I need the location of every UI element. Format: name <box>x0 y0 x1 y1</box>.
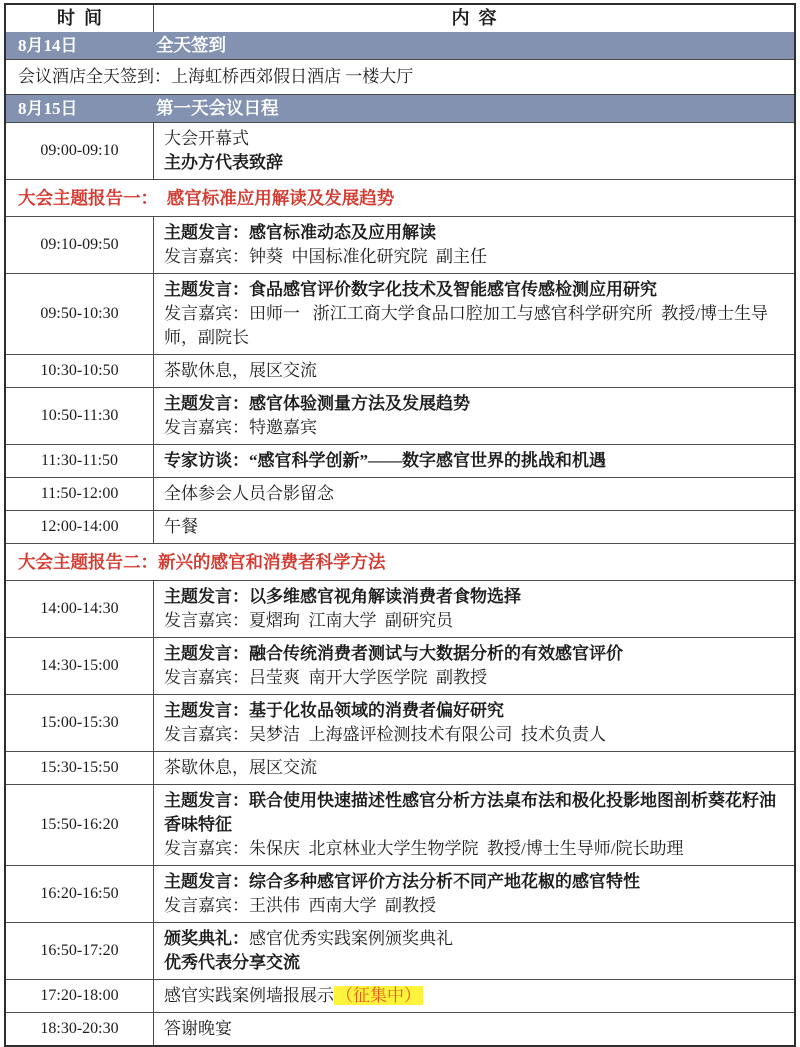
schedule-body <box>6 32 794 1045</box>
content-line <box>164 789 784 837</box>
content-cell <box>154 581 794 637</box>
time-cell: 09:00-09:10 <box>6 123 154 179</box>
text-segment: 主题发言：联合使用快速描述性感官分析方法桌布法和极化投影地图剖析葵花籽油香味特征 <box>164 791 776 834</box>
content-line <box>164 837 784 861</box>
note-row: 会议酒店全天签到：上海虹桥西郊假日酒店 一楼大厅 <box>6 59 794 94</box>
text-segment: 主题发言：基于化妆品领域的消费者偏好研究 <box>164 701 504 720</box>
day-banner-row <box>6 94 794 122</box>
content-line <box>164 482 784 506</box>
content-line <box>164 449 784 473</box>
content-cell <box>154 752 794 784</box>
text-segment: 茶歇休息，展区交流 <box>164 361 317 380</box>
content-cell <box>154 217 794 273</box>
time-cell: 10:30-10:50 <box>6 355 154 387</box>
content-cell <box>154 785 794 865</box>
time-cell: 09:50-10:30 <box>6 274 154 354</box>
content-cell <box>154 923 794 979</box>
schedule-row <box>6 477 794 510</box>
schedule-row <box>6 273 794 354</box>
schedule-row <box>6 444 794 477</box>
content-cell <box>154 274 794 354</box>
content-line <box>164 894 784 918</box>
content-column-header: 内 容 <box>451 8 497 28</box>
time-column-header: 时 间 <box>6 5 154 32</box>
time-cell: 18:30-20:30 <box>6 1013 154 1045</box>
text-segment: 答谢晚宴 <box>164 1019 232 1038</box>
highlight-badge: （征集中） <box>336 986 421 1005</box>
text-segment: 专家访谈：“感官科学创新”——数字感官世界的挑战和机遇 <box>164 451 606 470</box>
text-segment: 主题发言：融合传统消费者测试与大数据分析的有效感官评价 <box>164 644 623 663</box>
content-line <box>164 245 784 269</box>
content-cell <box>154 1013 794 1045</box>
content-cell <box>154 695 794 751</box>
content-cell <box>154 388 794 444</box>
text-segment: 发言嘉宾：王洪伟 西南大学 副教授 <box>164 896 436 915</box>
schedule-row <box>6 354 794 387</box>
time-cell: 11:30-11:50 <box>6 445 154 477</box>
content-line <box>164 609 784 633</box>
content-line <box>164 723 784 747</box>
time-cell: 09:10-09:50 <box>6 217 154 273</box>
schedule-row <box>6 979 794 1012</box>
text-segment: 发言嘉宾：田师一 浙江工商大学食品口腔加工与感官科学研究所 教授/博士生导师，副院长 <box>164 304 768 347</box>
schedule-row <box>6 751 794 784</box>
schedule-row <box>6 510 794 543</box>
text-segment: 主题发言：感官体验测量方法及发展趋势 <box>164 394 470 413</box>
content-cell <box>154 478 794 510</box>
content-cell <box>154 866 794 922</box>
text-segment: 茶歇休息，展区交流 <box>164 758 317 777</box>
content-line <box>164 756 784 780</box>
session-title-row: 大会主题报告二：新兴的感官和消费者科学方法 <box>6 543 794 580</box>
day-date: 8月14日 <box>18 36 78 55</box>
day-banner-row <box>6 32 794 59</box>
content-line <box>164 1017 784 1041</box>
time-cell: 15:00-15:30 <box>6 695 154 751</box>
text-segment: 发言嘉宾：钟葵 中国标准化研究院 副主任 <box>164 247 487 266</box>
day-date: 8月15日 <box>18 99 78 118</box>
schedule-row <box>6 387 794 444</box>
content-cell <box>154 355 794 387</box>
schedule-row <box>6 637 794 694</box>
text-segment: 优秀代表分享交流 <box>164 953 300 972</box>
content-line <box>164 927 784 951</box>
content-line <box>164 951 784 975</box>
text-segment: 发言嘉宾：吕莹爽 南开大学医学院 副教授 <box>164 668 487 687</box>
text-segment: 主题发言：以多维感官视角解读消费者食物选择 <box>164 587 521 606</box>
text-segment: 大会开幕式 <box>164 129 249 148</box>
content-line <box>164 515 784 539</box>
content-cell <box>154 123 794 179</box>
conference-agenda-table <box>4 3 796 1047</box>
schedule-row <box>6 580 794 637</box>
content-line <box>164 984 784 1008</box>
schedule-row <box>6 122 794 179</box>
schedule-row <box>6 922 794 979</box>
content-line <box>164 302 784 350</box>
text-segment: 感官优秀实践案例颁奖典礼 <box>249 929 453 948</box>
text-segment: 主题发言：感官标准动态及应用解读 <box>164 223 436 242</box>
time-cell: 16:20-16:50 <box>6 866 154 922</box>
text-segment: 发言嘉宾：特邀嘉宾 <box>164 418 317 437</box>
content-line <box>164 151 784 175</box>
text-segment: 颁奖典礼： <box>164 929 249 948</box>
content-line <box>164 127 784 151</box>
day-title: 全天签到 <box>156 35 226 55</box>
text-segment: 主办方代表致辞 <box>164 153 283 172</box>
session-title-row: 大会主题报告一： 感官标准应用解读及发展趋势 <box>6 179 794 216</box>
schedule-row <box>6 1012 794 1045</box>
time-cell: 10:50-11:30 <box>6 388 154 444</box>
content-line <box>164 585 784 609</box>
schedule-row <box>6 694 794 751</box>
time-cell: 12:00-14:00 <box>6 511 154 543</box>
time-cell: 14:30-15:00 <box>6 638 154 694</box>
content-cell <box>154 980 794 1012</box>
day-title: 第一天会议日程 <box>156 98 279 118</box>
content-line <box>164 392 784 416</box>
content-line <box>164 699 784 723</box>
time-cell: 17:20-18:00 <box>6 980 154 1012</box>
text-segment: 感官实践案例墙报展示 <box>164 986 334 1005</box>
schedule-row <box>6 784 794 865</box>
time-cell: 15:50-16:20 <box>6 785 154 865</box>
schedule-row <box>6 216 794 273</box>
text-segment: 午餐 <box>164 517 198 536</box>
text-segment: 发言嘉宾：朱保庆 北京林业大学生物学院 教授/博士生导师/院长助理 <box>164 839 684 858</box>
content-line <box>164 359 784 383</box>
content-line <box>164 870 784 894</box>
text-segment: 主题发言：综合多种感官评价方法分析不同产地花椒的感官特性 <box>164 872 640 891</box>
text-segment: 全体参会人员合影留念 <box>164 484 334 503</box>
text-segment: 发言嘉宾：吴梦洁 上海盛评检测技术有限公司 技术负责人 <box>164 725 606 744</box>
text-segment: 主题发言：食品感官评价数字化技术及智能感官传感检测应用研究 <box>164 280 657 299</box>
content-line <box>164 642 784 666</box>
time-cell: 11:50-12:00 <box>6 478 154 510</box>
content-line <box>164 221 784 245</box>
text-segment: 发言嘉宾：夏熠珣 江南大学 副研究员 <box>164 611 453 630</box>
content-line <box>164 416 784 440</box>
time-cell: 15:30-15:50 <box>6 752 154 784</box>
time-cell: 14:00-14:30 <box>6 581 154 637</box>
content-cell <box>154 638 794 694</box>
time-cell: 16:50-17:20 <box>6 923 154 979</box>
schedule-row <box>6 865 794 922</box>
content-line <box>164 666 784 690</box>
content-cell <box>154 511 794 543</box>
content-cell <box>154 445 794 477</box>
table-header-row <box>6 5 794 32</box>
content-line <box>164 278 784 302</box>
